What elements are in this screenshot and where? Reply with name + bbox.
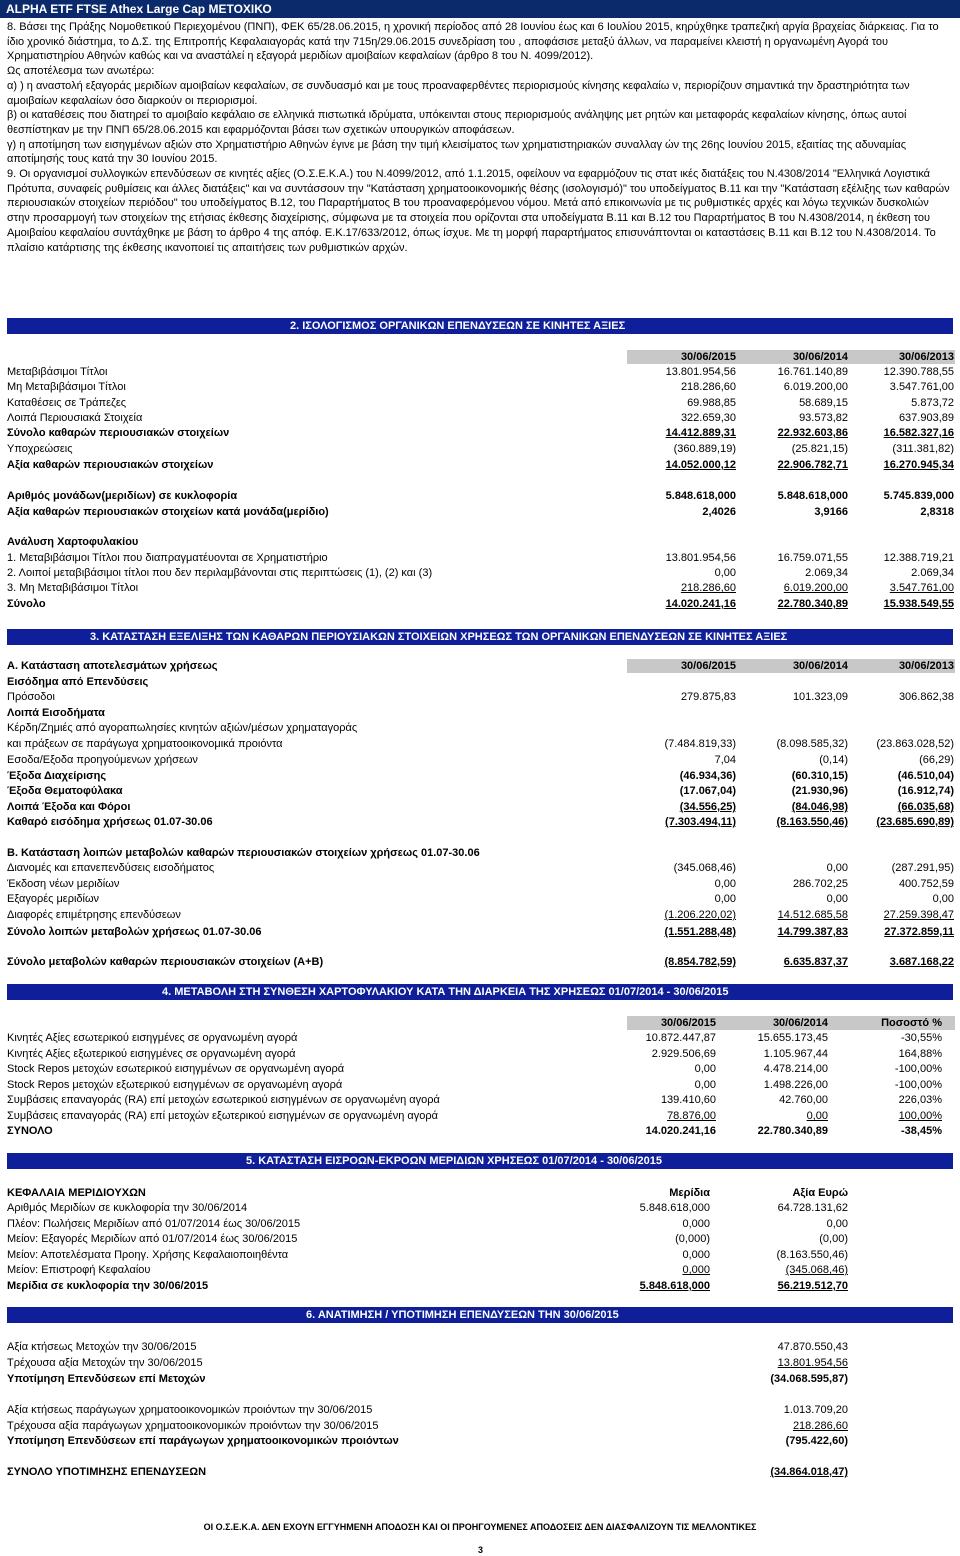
table-row bbox=[0, 1419, 960, 1434]
row-value: 0,00 bbox=[826, 1218, 848, 1230]
row-value: 6.019.200,00 bbox=[783, 582, 848, 594]
table-row bbox=[0, 925, 960, 940]
row-value: 218.286,60 bbox=[792, 1420, 848, 1432]
section-3-title: 3. ΚΑΤΑΣΤΑΣΗ ΕΞΕΛΙΞΗΣ ΤΩΝ ΚΑΘΑΡΩΝ ΠΕΡΙΟΥΣΙΑΚΩΝ ΣΤΟΙΧΕΙΩΝ ΧΡΗΣΕΩΣ ΤΩΝ ΟΡΓΑΝΙΚΩΝ ΕΠΕΝΔΥΣΕΩΝ ΣΕ ΚΙΝΗΤΕΣ ΑΞΙΕΣ bbox=[90, 631, 788, 643]
row-value: 5.848.618,000 bbox=[639, 1202, 710, 1214]
section-2-title-bar bbox=[7, 318, 953, 334]
row-value: 286.702,25 bbox=[792, 878, 848, 890]
row-value: 10.872.447,87 bbox=[645, 1032, 716, 1044]
page-number: 3 bbox=[478, 1545, 484, 1555]
row-value: 14.052.000,12 bbox=[665, 459, 736, 471]
table-row bbox=[0, 489, 960, 504]
row-label: Συμβάσεις επαναγοράς (RA) επί μετοχών εξωτερικού εισηγμένων σε οργανωμένη αγορά bbox=[7, 1110, 439, 1122]
row-label: Αξία καθαρών περιουσιακών στοιχείων bbox=[7, 459, 214, 471]
row-value: 5.848.618,000 bbox=[665, 490, 736, 502]
table-row bbox=[0, 458, 960, 473]
table-row bbox=[0, 753, 960, 768]
row-label: Λοιπά Έξοδα και Φόροι bbox=[7, 801, 131, 813]
table-row bbox=[0, 1047, 960, 1062]
row-value: 27.372.859,11 bbox=[884, 926, 954, 938]
section-5-title: 5. ΚΑΤΑΣΤΑΣΗ ΕΙΣΡΟΩΝ-ΕΚΡΟΩΝ ΜΕΡΙΔΙΩΝ ΧΡΗΣΕΩΣ 01/07/2014 - 30/06/2015 bbox=[246, 1155, 662, 1167]
row-value: (21.930,96) bbox=[791, 785, 848, 797]
row-value: (16.912,74) bbox=[897, 785, 954, 797]
table-row bbox=[0, 551, 960, 566]
row-label: 3. Μη Μεταβιβάσιμοι Τίτλοι bbox=[7, 582, 139, 594]
note-a: α) ) η αναστολή εξαγοράς μεριδίων αμοιβαίων κεφαλαίων, σε συνδυασμό και με τους προαναφερθέντες περιορισμούς κίνησης κεφαλαίω ν, περιορίζουν σημαντικά την δραστηριότητα των αμοιβαίων κεφαλαίων όσο διαρκούν οι περιορισμοί. bbox=[7, 79, 910, 107]
row-value: 27.259.398,47 bbox=[883, 909, 954, 921]
row-label: Πρόσοδοι bbox=[7, 691, 55, 703]
row-value: 93.573,82 bbox=[799, 412, 848, 424]
row-value: 0,00 bbox=[714, 878, 736, 890]
row-value: 3.547.761,00 bbox=[889, 381, 954, 393]
table-row bbox=[0, 659, 960, 674]
col-header: 30/06/2014 bbox=[792, 351, 848, 363]
row-label: Καθαρό εισόδημα χρήσεως 01.07-30.06 bbox=[7, 816, 213, 828]
row-label: Ανάλυση Χαρτοφυλακίου bbox=[7, 536, 139, 548]
row-value: (0,14) bbox=[819, 754, 848, 766]
table-row bbox=[0, 846, 960, 861]
row-value: 5.873,72 bbox=[911, 397, 954, 409]
row-value: 14.020.241,16 bbox=[645, 1125, 716, 1137]
row-value: 0,00 bbox=[826, 862, 848, 874]
row-value: 16.761.140,89 bbox=[777, 366, 848, 378]
row-value: 14.020.241,16 bbox=[665, 598, 736, 610]
row-value: (66.035,68) bbox=[897, 801, 954, 813]
row-value: 30/06/2013 bbox=[898, 660, 954, 672]
row-value: (23.685.690,89) bbox=[876, 816, 954, 828]
table-row bbox=[0, 411, 960, 426]
row-value: 322.659,30 bbox=[680, 412, 736, 424]
row-value: (287.291,95) bbox=[891, 862, 954, 874]
row-label: ΚΕΦΑΛΑΙΑ ΜΕΡΙΔΙΟΥΧΩΝ bbox=[7, 1187, 146, 1199]
row-value: (8.163.550,46) bbox=[776, 816, 848, 828]
row-value: 6.635.837,37 bbox=[783, 956, 848, 968]
section-4-title: 4. ΜΕΤΑΒΟΛΗ ΣΤΗ ΣΥΝΘΕΣΗ ΧΑΡΤΟΦΥΛΑΚΙΟΥ ΚΑΤΑ ΤΗΝ ΔΙΑΡΚΕΙΑ ΤΗΣ ΧΡΗΣΕΩΣ 01/07/2014 - 30/06/2015 bbox=[162, 986, 729, 998]
section-5-title-bar bbox=[7, 1153, 953, 1169]
row-value: (60.310,15) bbox=[791, 770, 848, 782]
row-value: (34.864.018,47) bbox=[770, 1466, 848, 1478]
row-value: 22.906.782,71 bbox=[777, 459, 848, 471]
row-label: Τρέχουσα αξία παράγωγων χρηματοοικονομικών προιόντων την 30/06/2015 bbox=[7, 1420, 379, 1432]
row-value: 69.988,85 bbox=[687, 397, 736, 409]
section-3-title-bar bbox=[7, 629, 953, 645]
row-label: 1. Μεταβιβάσιμοι Τίτλοι που διαπραγματέυονται σε Χρηματιστήριο bbox=[7, 552, 328, 564]
row-label: Έξοδα Θεματοφύλακα bbox=[7, 785, 123, 797]
table-row bbox=[0, 706, 960, 721]
row-value: 3,9166 bbox=[814, 506, 848, 518]
section-2-title: 2. ΙΣΟΛΟΓΙΣΜΟΣ ΟΡΓΑΝΙΚΩΝ ΕΠΕΝΔΥΣΕΩΝ ΣΕ ΚΙΝΗΤΕΣ ΑΞΙΕΣ bbox=[290, 320, 626, 332]
row-label: ΣΥΝΟΛΟ ΥΠΟΤΙΜΗΣΗΣ ΕΠΕΝΔΥΣΕΩΝ bbox=[7, 1466, 207, 1478]
table-row bbox=[0, 908, 960, 923]
row-value: (345.068,46) bbox=[673, 862, 736, 874]
row-label: Κινητές Αξίες εξωτερικού εισηγμένες σε οργανωμένη αγορά bbox=[7, 1048, 296, 1060]
row-value: 226,03% bbox=[898, 1094, 942, 1106]
table-row bbox=[0, 892, 960, 907]
col-header: Ποσοστό % bbox=[881, 1017, 942, 1029]
notes-block bbox=[7, 20, 953, 255]
row-value: (795.422,60) bbox=[785, 1435, 848, 1447]
row-value: 0,00 bbox=[694, 1063, 716, 1075]
row-value: 0,00 bbox=[694, 1079, 716, 1091]
row-value: 56.219.512,70 bbox=[777, 1280, 848, 1292]
row-label: Σύνολο μεταβολών καθαρών περιουσιακών στοιχείων (Α+Β) bbox=[7, 956, 324, 968]
row-value: 0,000 bbox=[682, 1264, 710, 1276]
table-row bbox=[0, 721, 960, 736]
row-value: 0,00 bbox=[714, 893, 736, 905]
row-label: Πλέον: Πωλήσεις Μεριδίων από 01/07/2014 έως 30/06/2015 bbox=[7, 1218, 301, 1230]
row-value: -100,00% bbox=[894, 1079, 942, 1091]
row-label: Υποτίμηση Επενδύσεων επί Μετοχών bbox=[7, 1373, 206, 1385]
row-value: (34.068.595,87) bbox=[770, 1373, 848, 1385]
row-label: Υποτίμηση Επενδύσεων επί παράγωγων χρηματοοικονομικών προιόντων bbox=[7, 1435, 399, 1447]
table-row bbox=[0, 1124, 960, 1139]
row-value: (8.854.782,59) bbox=[664, 956, 736, 968]
table-row bbox=[0, 675, 960, 690]
row-value: 101.323,09 bbox=[792, 691, 848, 703]
row-value: 0,00 bbox=[806, 1110, 828, 1122]
table-row bbox=[0, 1279, 960, 1294]
table-row bbox=[0, 1062, 960, 1077]
row-value: Αξία Ευρώ bbox=[792, 1187, 848, 1199]
row-value: (8.163.550,46) bbox=[776, 1249, 848, 1261]
row-value: (25.821,15) bbox=[791, 443, 848, 455]
row-value: 1.013.709,20 bbox=[783, 1404, 848, 1416]
row-value: (66,29) bbox=[919, 754, 954, 766]
row-label: Εξαγορές μεριδίων bbox=[7, 893, 100, 905]
row-value: 15.938.549,55 bbox=[883, 598, 954, 610]
row-label: και πράξεων σε παράγωγα χρηματοοικονομικά προιόντα bbox=[7, 738, 283, 750]
table-row bbox=[0, 1356, 960, 1371]
table-row bbox=[0, 784, 960, 799]
row-label: Καταθέσεις σε Τράπεζες bbox=[7, 397, 127, 409]
row-value: 164,88% bbox=[898, 1048, 942, 1060]
row-value: 400.752,59 bbox=[898, 878, 954, 890]
row-value: 42.760,00 bbox=[779, 1094, 828, 1106]
row-value: 14.412.889,31 bbox=[665, 427, 736, 439]
col-header: 30/06/2015 bbox=[660, 1017, 716, 1029]
row-label: Μείον: Εξαγορές Μεριδίων από 01/07/2014 έως 30/06/2015 bbox=[7, 1233, 298, 1245]
row-value: 64.728.131,62 bbox=[777, 1202, 848, 1214]
row-label: Κέρδη/Ζημιές από αγοραπωλησίες κινητών αξιών/μέσων χρηματαγοράς bbox=[7, 722, 358, 734]
table-row bbox=[0, 597, 960, 612]
table-row bbox=[0, 1340, 960, 1355]
document-header: ALPHA ETF FTSE Athex Large Cap ΜΕΤΟΧΙΚΟ bbox=[0, 0, 960, 18]
row-value: 30/06/2014 bbox=[792, 660, 848, 672]
row-value: (84.046,98) bbox=[791, 801, 848, 813]
row-value: 16.582.327,16 bbox=[883, 427, 954, 439]
section-2-header-row bbox=[0, 350, 960, 364]
row-value: (46.510,04) bbox=[897, 770, 954, 782]
row-value: 218.286,60 bbox=[680, 582, 736, 594]
row-value: 5.848.618,000 bbox=[639, 1280, 710, 1292]
table-row bbox=[0, 737, 960, 752]
table-row bbox=[0, 800, 960, 815]
row-value: 13.801.954,56 bbox=[777, 1357, 848, 1369]
section-4-header-row bbox=[0, 1016, 960, 1030]
row-label: Μείον: Επιστροφή Κεφαλαίου bbox=[7, 1264, 151, 1276]
table-row bbox=[0, 1217, 960, 1232]
row-value: 5.745.839,000 bbox=[883, 490, 954, 502]
col-header: 30/06/2013 bbox=[898, 351, 954, 363]
row-value: 30/06/2015 bbox=[680, 660, 736, 672]
table-row bbox=[0, 690, 960, 705]
row-value: (7.484.819,33) bbox=[664, 738, 736, 750]
row-value: 16.270.945,34 bbox=[883, 459, 954, 471]
row-label: Έκδοση νέων μεριδίων bbox=[7, 878, 120, 890]
row-label: Σύνολο λοιπών μεταβολών χρήσεως 01.07-30.06 bbox=[7, 926, 262, 938]
row-value: (311.381,82) bbox=[892, 443, 954, 455]
row-value: 306.862,38 bbox=[898, 691, 954, 703]
row-label: Εσοδα/Εξοδα προηγούμενων χρήσεων bbox=[7, 754, 198, 766]
section-4-title-bar bbox=[7, 984, 953, 1000]
row-label: Τρέχουσα αξία Μετοχών την 30/06/2015 bbox=[7, 1357, 203, 1369]
table-row bbox=[0, 581, 960, 596]
row-label: Μείον: Αποτελέσματα Προηγ. Χρήσης Κεφαλαιοποιηθέντα bbox=[7, 1249, 289, 1261]
table-row bbox=[0, 1465, 960, 1480]
row-value: 2.929.506,69 bbox=[651, 1048, 716, 1060]
row-value: 1.105.967,44 bbox=[763, 1048, 828, 1060]
row-label: Α. Κατάσταση αποτελεσμάτων χρήσεως bbox=[7, 660, 218, 672]
table-row bbox=[0, 877, 960, 892]
row-label: Σύνολο bbox=[7, 598, 46, 610]
row-value: 13.801.954,56 bbox=[665, 552, 736, 564]
row-label: Εισόδημα από Επενδύσεις bbox=[7, 676, 149, 688]
section-6-title: 6. ΑΝΑΤΙΜΗΣΗ / ΥΠΟΤΙΜΗΣΗ ΕΠΕΝΔΥΣΕΩΝ ΤΗΝ 30/06/2015 bbox=[306, 1309, 619, 1321]
table-row bbox=[0, 1031, 960, 1046]
row-value: 0,00 bbox=[826, 893, 848, 905]
row-value: 22.932.603,86 bbox=[777, 427, 848, 439]
table-row bbox=[0, 1232, 960, 1247]
row-label: Stock Repos μετοχών εσωτερικού εισηγμένων σε οργανωμένη αγορά bbox=[7, 1063, 345, 1075]
row-value: 0,00 bbox=[714, 567, 736, 579]
row-value: 2.069,34 bbox=[911, 567, 954, 579]
row-value: 4.478.214,00 bbox=[763, 1063, 828, 1075]
row-value: (34.556,25) bbox=[679, 801, 736, 813]
table-row bbox=[0, 1201, 960, 1216]
row-value: -100,00% bbox=[894, 1063, 942, 1075]
row-value: 0,000 bbox=[682, 1218, 710, 1230]
row-label: Αξία κτήσεως Μετοχών την 30/06/2015 bbox=[7, 1341, 197, 1353]
row-label: Μερίδια σε κυκλοφορία την 30/06/2015 bbox=[7, 1280, 209, 1292]
row-label: Υποχρεώσεις bbox=[7, 443, 73, 455]
note-c: γ) η αποτίμηση των εισηγμένων αξιών στο Χρηματιστήριο Αθηνών έγινε με βάση την τιμή κλεισίματος των χρηματιστηριακών συναλλαγ ών της 26ης Ιουνίου 2015, εξαιτίας της αδυναμίας αποτίμησής τους κατά την 30 Ιουνίου 2015. bbox=[7, 138, 907, 166]
row-value: 279.875,83 bbox=[680, 691, 736, 703]
table-row bbox=[0, 380, 960, 395]
row-value: 14.512.685,58 bbox=[777, 909, 848, 921]
table-row bbox=[0, 815, 960, 830]
row-label: 2. Λοιποί μεταβιβάσιμοι τίτλοι που δεν περιλαμβάνονται στις περιπτώσεις (1), (2) και (3) bbox=[7, 567, 433, 579]
table-row bbox=[0, 505, 960, 520]
row-value: (46.934,36) bbox=[679, 770, 736, 782]
row-label: Διανομές και επανεπενδύσεις εισοδήματος bbox=[7, 862, 215, 874]
row-label: Αξία κτήσεως παράγωγων χρηματοοικονομικών προιόντων την 30/06/2015 bbox=[7, 1404, 373, 1416]
row-value: (23.863.028,52) bbox=[876, 738, 954, 750]
col-header: 30/06/2014 bbox=[772, 1017, 828, 1029]
row-label: Μη Μεταβιβάσιμοι Τίτλοι bbox=[7, 381, 126, 393]
row-value: 637.903,89 bbox=[898, 412, 954, 424]
row-value: 6.019.200,00 bbox=[783, 381, 848, 393]
table-row bbox=[0, 769, 960, 784]
row-label: Stock Repos μετοχών εξωτερικού εισηγμένων σε οργανωμένη αγορά bbox=[7, 1079, 343, 1091]
table-row bbox=[0, 1248, 960, 1263]
row-value: 3.687.168,22 bbox=[889, 956, 954, 968]
note-result-intro: Ως αποτέλεσμα των ανωτέρω: bbox=[7, 65, 155, 78]
row-value: 16.759.071,55 bbox=[777, 552, 848, 564]
table-row bbox=[0, 566, 960, 581]
row-label: Λοιπά Εισοδήματα bbox=[7, 707, 105, 719]
row-value: (345.068,46) bbox=[785, 1264, 848, 1276]
row-value: 2.069,34 bbox=[805, 567, 848, 579]
row-value: 0,000 bbox=[682, 1249, 710, 1261]
table-row bbox=[0, 1263, 960, 1278]
row-label: Αριθμός μονάδων(μεριδίων) σε κυκλοφορία bbox=[7, 490, 238, 502]
row-value: 218.286,60 bbox=[680, 381, 736, 393]
row-value: 5.848.618,000 bbox=[777, 490, 848, 502]
row-value: -30,55% bbox=[901, 1032, 942, 1044]
row-value: 13.801.954,56 bbox=[665, 366, 736, 378]
row-value: 14.799.387,83 bbox=[777, 926, 848, 938]
note-9: 9. Οι οργανισμοί συλλογικών επενδύσεων σε κινητές αξίες (Ο.Σ.Ε.Κ.Α.) του Ν.4099/2012, από 1.1.2015, οφείλουν να εφαρμόζουν τις στατ ικές διατάξεις του Ν.4308/2014 "Ελληνικά Λογιστικά Πρότυπα, συναφείς ρυθμίσεις και άλλες διατάξεις" και να συντάσσουν την "Κατάσταση χρηματοοικονομικής θέσης (ισολογισμό)" του υποδείγματος Β.11 και την "Κατάσταση εξέλιξης των καθαρών περιουσιακών στοιχείων περιόδου" του υποδείγματος Β.12, του Παραρτήματος Β του προαναφερόμενου νόμου. Μετά από επικοινωνία με τις ρυθμιστικές αρχές και λόγω τεχνικών δυσκολιών στην προσαρμογή των στοιχείων της ετήσιας έκθεσης διαχείρισης, σύμφωνα με τα στοιχεία που ορίζονται στα υποδείγματα Β.11 και Β.12 του Παραρτήματος Β του Ν.4308/2014, η έκθεση του Αμοιβαίου κεφαλαίου συντάχθηκε με βάση το άρθρο 4 της απόφ. Ε.Κ.17/633/2012, όπως ίσχυε. Με τη μορφή παραρτήματος επισυνάπτονται οι καταστάσεις Β.11 και Β.12 του Ν.4308/2014. Το πλαίσιο κατάρτισης της έκθεσης ικανοποιεί τις απαιτήσεις των ρυθμιστικών αρχών. bbox=[7, 168, 950, 254]
row-value: -38,45% bbox=[901, 1125, 942, 1137]
row-value: Μερίδια bbox=[669, 1187, 710, 1199]
table-row bbox=[0, 1109, 960, 1124]
row-label: Διαφορές επιμέτρησης επενδύσεων bbox=[7, 909, 181, 921]
row-label: Β. Κατάσταση λοιπών μεταβολών καθαρών περιουσιακών στοιχείων χρήσεως 01.07-30.06 bbox=[7, 847, 480, 859]
row-value: (8.098.585,32) bbox=[776, 738, 848, 750]
row-label: Έξοδα Διαχείρισης bbox=[7, 770, 107, 782]
table-row bbox=[0, 1093, 960, 1108]
note-b: β) οι καταθέσεις που διατηρεί το αμοιβαίο κεφάλαιο σε ελληνικά πιστωτικά ιδρύματα, υπόκεινται στους περιορισμούς ανάληψης μετ ρητών και μεταφοράς κεφαλαίων κίνησης, όπως αυτοί θεσπίστηκαν με την ΠΝΠ 65/28.06.2015 και εφαρμόζονται βάσει των σχετικών υπουργικών αποφάσεων. bbox=[7, 109, 907, 136]
table-row bbox=[0, 1372, 960, 1387]
row-value: (17.067,04) bbox=[679, 785, 736, 797]
table-row bbox=[0, 861, 960, 876]
row-value: (0,00) bbox=[819, 1233, 848, 1245]
row-label: Σύνολο καθαρών περιουσιακών στοιχείων bbox=[7, 427, 230, 439]
row-value: 58.689,15 bbox=[799, 397, 848, 409]
row-label: Αξία καθαρών περιουσιακών στοιχείων κατά μονάδα(μερίδιο) bbox=[7, 506, 329, 518]
row-label: Κινητές Αξίες εσωτερικού εισηγμένες σε οργανωμένη αγορά bbox=[7, 1032, 298, 1044]
table-row bbox=[0, 1403, 960, 1418]
footer-disclaimer: ΟΙ Ο.Σ.Ε.Κ.Α. ΔΕΝ ΕΧΟΥΝ ΕΓΓΥΗΜΕΝΗ ΑΠΟΔΟΣΗ ΚΑΙ ΟΙ ΠΡΟΗΓΟΥΜΕΝΕΣ ΑΠΟΔΟΣΕΙΣ ΔΕΝ ΔΙΑΣΦΑΛΙΖΟΥΝ ΤΙΣ ΜΕΛΛΟΝΤΙΚΕΣ bbox=[203, 1522, 757, 1532]
row-value: 47.870.550,43 bbox=[777, 1341, 848, 1353]
row-value: 12.390.788,55 bbox=[883, 366, 954, 378]
table-row bbox=[0, 535, 960, 550]
table-row bbox=[0, 396, 960, 411]
table-row bbox=[0, 426, 960, 441]
row-value: 15.655.173,45 bbox=[757, 1032, 828, 1044]
row-value: 78.876,00 bbox=[667, 1110, 716, 1122]
row-value: (7.303.494,11) bbox=[665, 816, 736, 828]
row-label: ΣΥΝΟΛΟ bbox=[7, 1125, 53, 1137]
row-value: 12.388.719,21 bbox=[883, 552, 954, 564]
row-value: 2,4026 bbox=[702, 506, 736, 518]
row-value: 22.780.340,89 bbox=[777, 598, 848, 610]
table-row bbox=[0, 1434, 960, 1449]
row-value: (1.551.288,48) bbox=[664, 926, 736, 938]
row-value: (360.889,19) bbox=[673, 443, 736, 455]
row-value: 139.410,60 bbox=[660, 1094, 716, 1106]
note-8: 8. Βάσει της Πράξης Νομοθετικού Περιεχομένου (ΠΝΠ), ΦΕΚ 65/28.06.2015, η χρονική περίοδος από 28 Ιουνίου έως και 6 Ιουλίου 2015, κηρύχθηκε τραπεζική αργία βραχείας διάρκειας. Για το ίδιο χρονικό διάστημα, το Δ.Σ. της Επιτροπής Κεφαλαιαγοράς κατά την 715η/29.06.2015 συνεδρίαση του , αποφάσισε μεταξύ άλλων, να παραμείνει κλειστή η οργανωμένη Αγορά του Χρηματιστηρίου Αθηνών καθώς και να αναστάλεί η εξαγορά μεριδίων αμοιβαίων κεφαλαίων (άρθρο 8 του Ν. 4099/2012). bbox=[7, 21, 939, 63]
row-value: 0,00 bbox=[932, 893, 954, 905]
row-label: Συμβάσεις επαναγοράς (RA) επί μετοχών εσωτερικού εισηγμένων σε οργανωμένη αγορά bbox=[7, 1094, 440, 1106]
row-label: Λοιπά Περιουσιακά Στοιχεία bbox=[7, 412, 143, 424]
row-label: Αριθμός Μεριδίων σε κυκλοφορία την 30/06/2014 bbox=[7, 1202, 248, 1214]
table-row bbox=[0, 1186, 960, 1201]
row-value: 7,04 bbox=[714, 754, 736, 766]
table-row bbox=[0, 442, 960, 457]
table-row bbox=[0, 1078, 960, 1093]
row-value: 1.498.226,00 bbox=[763, 1079, 828, 1091]
section-6-title-bar bbox=[7, 1307, 953, 1323]
row-value: (1.206.220,02) bbox=[664, 909, 736, 921]
row-label: Μεταβιβάσιμοι Τίτλοι bbox=[7, 366, 108, 378]
table-row bbox=[0, 365, 960, 380]
row-value: 3.547.761,00 bbox=[889, 582, 954, 594]
row-value: (0,000) bbox=[675, 1233, 710, 1245]
row-value: 22.780.340,89 bbox=[757, 1125, 828, 1137]
row-value: 2,8318 bbox=[920, 506, 954, 518]
table-row bbox=[0, 955, 960, 970]
row-value: 100,00% bbox=[898, 1110, 942, 1122]
col-header: 30/06/2015 bbox=[680, 351, 736, 363]
